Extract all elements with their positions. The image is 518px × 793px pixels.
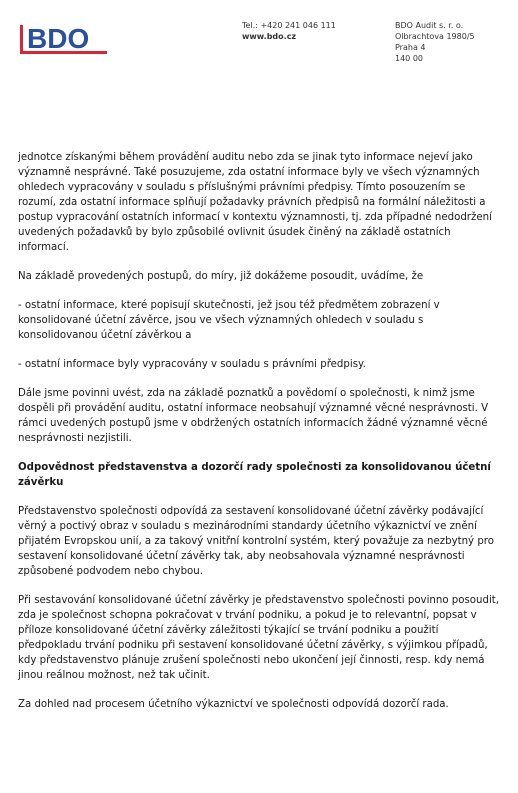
phone-number: Tel.: +420 241 046 111: [242, 21, 336, 30]
paragraph-board-responsibility: Představenstvo společnosti odpovídá za sestavení konsolidované účetní závěrky podávající věrný a poctivý obraz v souladu s mezinárodními standardy účetního výkaznictví ve znění přijatém Evropskou unií, a za takový vnitřní kontrolní systém, který považuje za nezbytný pro sestavení konsolidované účetní závěrky tak, aby neobsahovala významné nesprávnosti způsobené podvodem nebo chybou.: [18, 506, 494, 577]
paragraph-other-info-review: jednotce získanými během provádění auditu nebo zda se jinak tyto informace nejeví jako významně nesprávné. Také posuzujeme, zda ostatní informace byly ve všech významných ohledech vypracovány v souladu s příslušnými právními předpisy. Tímto posouzením se rozumí, zda ostatní informace splňují požadavky právních předpisů na formální náležitosti a postup vypracování ostatních informací v kontextu významnosti, tj. zda případné nedodržení uvedených požadavků by bylo způsobilé ovlivnit úsudek činěný na základě ostatních informací.: [18, 152, 492, 253]
paragraph-conclusion-legal: - ostatní informace byly vypracovány v souladu s právními předpisy.: [18, 359, 366, 370]
contact-block: [242, 20, 336, 42]
company-name: BDO Audit s. r. o.: [395, 21, 464, 30]
paragraph-conclusion-consistency: - ostatní informace, které popisují skutečnosti, jež jsou též předmětem zobrazení v konsolidované účetní závěrce, jsou ve všech významných ohledech v souladu s konsolidovanou účetní závěrkou a: [18, 300, 440, 341]
bdo-logo: [18, 20, 110, 56]
section-heading: Odpovědnost představenstva a dozorčí rady společnosti za konsolidovanou účetní závěrku: [18, 462, 491, 488]
document-body: [18, 150, 500, 726]
postal-code: 140 00: [395, 54, 423, 63]
logo-text: BDO: [27, 23, 90, 54]
city: Praha 4: [395, 43, 426, 52]
street-address: Olbrachtova 1980/5: [395, 32, 475, 41]
bdo-logo-graphic: [18, 20, 110, 56]
website-link[interactable]: www.bdo.cz: [242, 32, 297, 41]
address-block: [395, 20, 475, 64]
paragraph-misstatements: Dále jsme povinni uvést, zda na základě poznatků a povědomí o společnosti, k nimž jsme dospěli při provádění auditu, ostatní informace neobsahují významné věcné nesprávnosti. V rámci uvedených postupů jsme v obdržených ostatních informacích žádné významné věcné nesprávnosti nezjistili.: [18, 388, 489, 444]
paragraph-going-concern: Při sestavování konsolidované účetní závěrky je představenstvo společnosti povinno posoudit, zda je společnost schopna pokračovat v trvání podniku, a pokud je to relevantní, popsat v příloze konsolidované účetní závěrky záležitosti týkající se trvání podniku a použití předpokladu trvání podniku při sestavení konsolidované účetní závěrky, s výjimkou případů, kdy představenstvo plánuje zrušení společnosti nebo ukončení její činnosti, resp. kdy nemá jinou reálnou možnost, než tak učinit.: [18, 595, 500, 681]
paragraph-supervisory-board: Za dohled nad procesem účetního výkaznictví ve společnosti odpovídá dozorčí rada.: [18, 699, 449, 710]
paragraph-conclusion-intro: Na základě provedených postupů, do míry, již dokážeme posoudit, uvádíme, že: [18, 271, 424, 282]
